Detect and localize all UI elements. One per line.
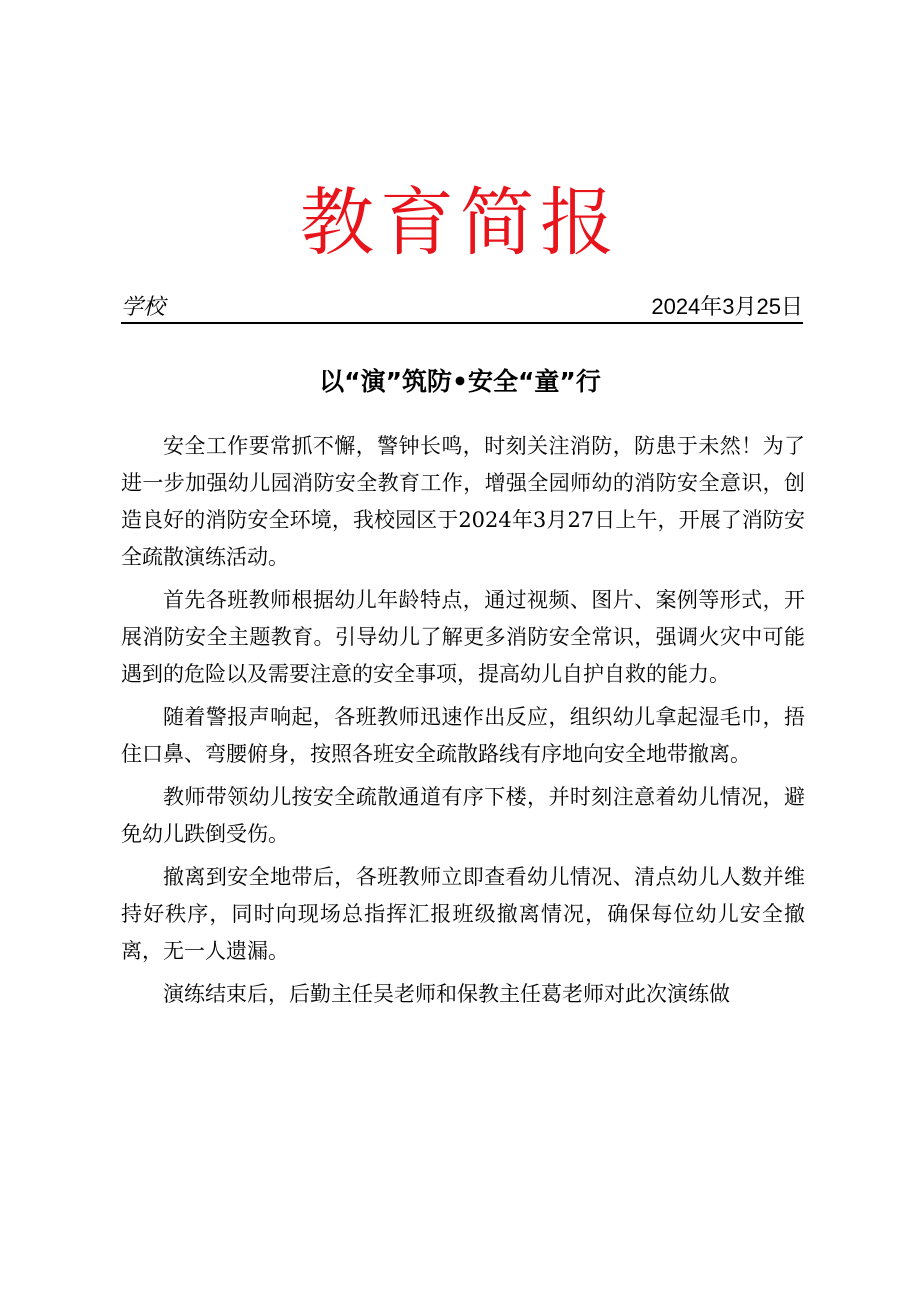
article-paragraph: 首先各班教师根据幼儿年龄特点，通过视频、图片、案例等形式，开展消防安全主题教育。引导幼儿了解更多消防安全常识，强调火灾中可能遇到的危险以及需要注意的安全事项，提高幼儿自护自救的能力。 (121, 588, 805, 686)
school-label: 学校 (121, 294, 166, 319)
article-body (121, 428, 805, 1019)
article-paragraph: 安全工作要常抓不懈，警钟长鸣，时刻关注消防，防患于未然！为了进一步加强幼儿园消防安全教育工作，增强全园师幼的消防安全意识，创造良好的消防安全环境，我校园区于2024年3月27日上午，开展了消防安全疏散演练活动。 (121, 434, 805, 569)
issue-date: 2024年3月25日 (651, 294, 803, 319)
article-paragraph: 演练结束后，后勤主任吴老师和保教主任葛老师对此次演练做 (163, 982, 730, 1006)
article-title: 以“演”筑防•安全“童”行 (319, 367, 601, 396)
article-paragraph: 教师带领幼儿按安全疏散通道有序下楼，并时刻注意着幼儿情况，避免幼儿跌倒受伤。 (121, 785, 805, 846)
newsletter-masthead: 教育简报 (300, 180, 620, 266)
article-paragraph: 撤离到安全地带后，各班教师立即查看幼儿情况、清点幼儿人数并维持好秩序，同时向现场总指挥汇报班级撤离情况，确保每位幼儿安全撤离，无一人遗漏。 (121, 865, 805, 963)
issue-info-row (121, 292, 803, 324)
article-paragraph: 随着警报声响起，各班教师迅速作出反应，组织幼儿拿起湿毛巾，捂住口鼻、弯腰俯身，按照各班安全疏散路线有序地向安全地带撤离。 (121, 705, 805, 766)
